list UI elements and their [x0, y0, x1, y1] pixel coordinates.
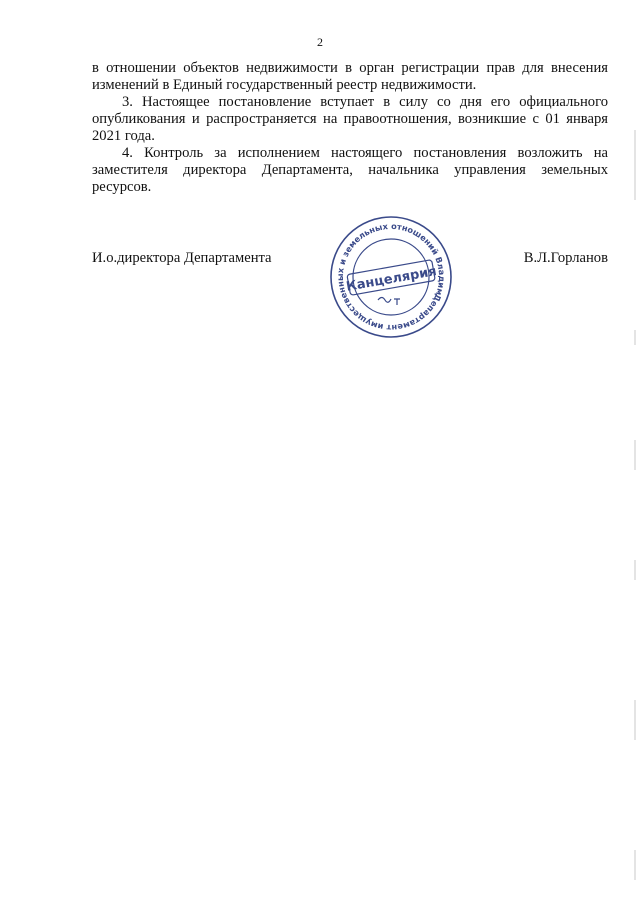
stamp-outer-text: Департамент имущественных и земельных отношений Владимирской	[334, 220, 448, 334]
document-body	[92, 60, 608, 196]
signatory-position: И.о.директора Департамента	[92, 250, 272, 266]
paragraph-continuation: в отношении объектов недвижимости в орган регистрации прав для внесения изменений в Единый государственный реестр недвижимости.	[92, 60, 608, 93]
page-number: 2	[317, 35, 323, 49]
signatory-name: В.Л.Горланов	[523, 250, 608, 266]
paragraph-item-4: 4. Контроль за исполнением настоящего постановления возложить на заместителя директора Департамента, начальника управления земельных ресурсов.	[92, 145, 608, 195]
paragraph-item-3: 3. Настоящее постановление вступает в силу со дня его официального опубликования и распространяется на правоотношения, возникшие с 01 января 2021 года.	[92, 94, 608, 144]
stamp-handwritten-mark	[378, 298, 400, 306]
official-stamp-seal	[326, 212, 456, 342]
stamp-center-text: Канцелярия	[345, 264, 438, 295]
scan-edge-marks	[633, 0, 637, 905]
